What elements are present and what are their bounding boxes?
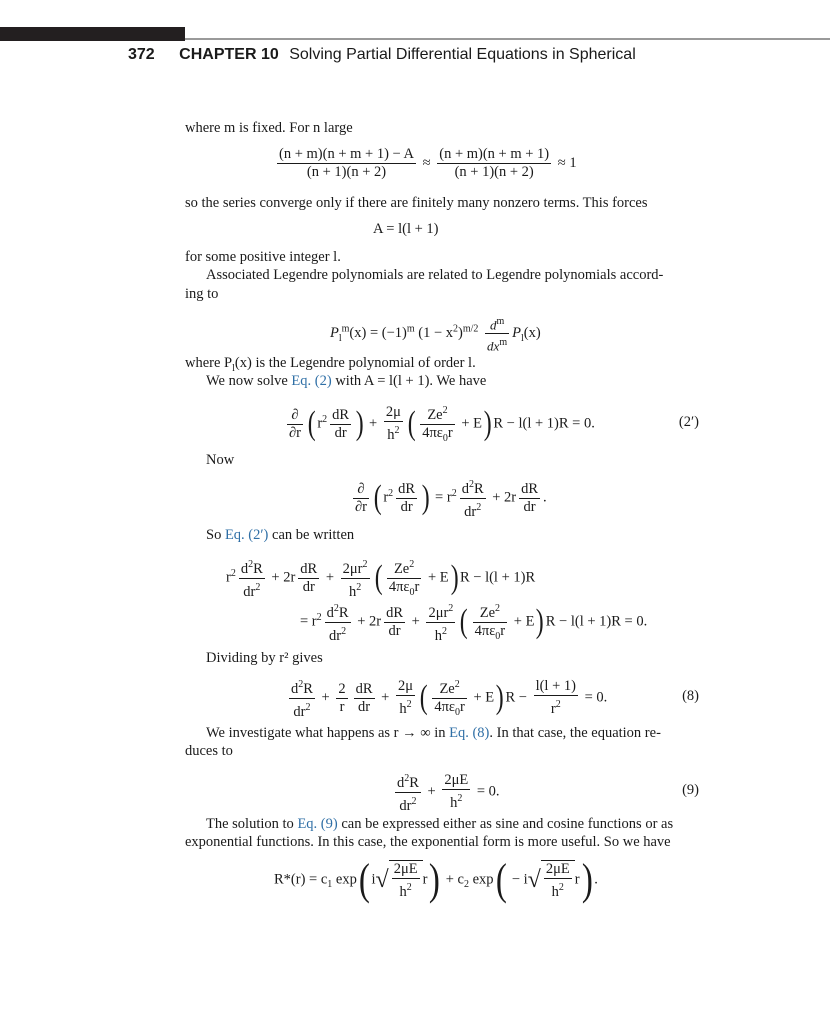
text: We investigate what happens as r → ∞ in	[206, 725, 450, 741]
equation-2-prime: $\frac{\partial}{\partial r}$ ( $r^2$ $\frac{dR}{dr}$ ) + $\frac{2\mu}{h^2}$ ( $\frac{Ze^2}{4\pi\varepsilon_0r}$ + E) R − l(l + 1)R = 0.	[284, 402, 595, 447]
equation-solution: $R*(r) = c_1$ exp( i√ $\frac{2\mu E}{h^2}$ $r) + c_2$ exp( − i√ $\frac{2\mu E}{h^2}$ r) .	[274, 855, 598, 904]
equation-associated-legendre	[330, 313, 541, 355]
sup-m: m	[496, 316, 505, 327]
running-head	[128, 46, 636, 64]
equation-link[interactable]: Eq. (9)	[297, 816, 338, 832]
sup-m: m	[499, 337, 508, 349]
sup-m: m	[341, 323, 350, 335]
equation-number: (9)	[682, 782, 699, 798]
equation-expanded-line2: = $r^2$ $\frac{d^2R}{dr^2}$ + 2r $\frac{dR}{dr}$ + $\frac{2\mu r^2}{h^2}$ ( $\frac{Ze^2}{4\pi\varepsilon_0r}$ + E) R − l(l + 1)R = 0.	[300, 600, 647, 645]
legendre-arg: (x) = (−1)	[349, 325, 407, 342]
exponent-m-over-2: m/2	[462, 323, 479, 335]
text: where P	[185, 355, 233, 371]
ratio-mid-numerator: (n + m)(n + m + 1)	[439, 146, 550, 162]
sup-2: 2	[453, 323, 459, 335]
ratio-lhs-denominator: (n + 1)(n + 2)	[306, 164, 387, 180]
dx-den: dx	[487, 338, 500, 354]
equation-expanded-line1: $r^2$ $\frac{d^2R}{dr^2}$ + 2r $\frac{dR}{dr}$ + $\frac{2\mu r^2}{h^2}$ ( $\frac{Ze^2}{4\pi\varepsilon_0r}$ + E) R − l(l + 1)R	[226, 556, 535, 601]
close-paren: )	[458, 325, 463, 342]
ratio-rhs: ≈ 1	[557, 154, 577, 171]
equation-link[interactable]: Eq. (2′)	[224, 527, 269, 543]
paragraph: where m is fixed. For n large	[185, 120, 353, 136]
equation-A: A = l(l + 1)	[373, 221, 439, 237]
legendre-P-tail: P	[512, 325, 521, 342]
text: (x) is the Legendre polynomial of order l.	[234, 355, 476, 371]
tail-arg: (x)	[523, 325, 541, 342]
sub-l: l	[520, 333, 524, 345]
paragraph: duces to	[185, 743, 233, 759]
paragraph	[206, 724, 661, 742]
equation-9: $\frac{d^2R}{dr^2}$ + $\frac{2\mu E}{h^2}$ = 0.	[392, 770, 500, 815]
equation-number: (2′)	[678, 414, 699, 430]
equation-link[interactable]: Eq. (2)	[291, 373, 332, 389]
sub-l: l	[232, 362, 235, 374]
sub-l: l	[338, 333, 342, 345]
paragraph: for some positive integer l.	[185, 249, 341, 265]
text: The solution to	[206, 816, 298, 832]
legendre-factor: (1 − x	[418, 325, 454, 342]
text: can be written	[268, 527, 355, 543]
equation-derivative-identity: $\frac{\partial}{\partial r}$ ( $r^2$ $\frac{dR}{dr}$ ) = $r^2$ $\frac{d^2R}{dr^2}$ + 2r $\frac{dR}{dr}$ .	[350, 476, 547, 521]
paragraph: Associated Legendre polynomials are related to Legendre polynomials accord-	[206, 267, 664, 283]
text: with A = l(l + 1). We have	[331, 373, 487, 389]
paragraph	[206, 372, 486, 390]
ratio-mid-denominator: (n + 1)(n + 2)	[454, 164, 534, 180]
text: can be expressed either as sine and cosine functions or as	[337, 816, 674, 832]
header-rule	[185, 38, 830, 40]
header-bar-dark	[0, 27, 185, 41]
text: So	[206, 527, 225, 543]
equation-8: $\frac{d^2R}{dr^2}$ + $\frac{2}{r}$ $\frac{dR}{dr}$ + $\frac{2\mu}{h^2}$ ( $\frac{Ze^2}{4\pi\varepsilon_0r}$ + E) R − $\frac{l(l + 1)}{r^2}$ = 0.	[286, 676, 607, 721]
paragraph: so the series converge only if there are finitely many nonzero terms. This forces	[185, 195, 648, 211]
paragraph: Now	[206, 452, 235, 468]
approx-sign: ≈	[422, 154, 431, 171]
d-num: d	[489, 317, 497, 333]
chapter-label: CHAPTER 10	[179, 46, 279, 63]
equation-number: (8)	[682, 688, 699, 704]
paragraph: ing to	[185, 286, 219, 302]
equation-ratio	[274, 146, 577, 181]
equation-link[interactable]: Eq. (8)	[449, 725, 490, 741]
paragraph: exponential functions. In this case, the exponential form is more useful. So we have	[185, 834, 671, 850]
sup-m: m	[406, 323, 415, 335]
text: We now solve	[206, 373, 292, 389]
paragraph	[206, 815, 673, 833]
ratio-lhs-numerator: (n + m)(n + m + 1) − A	[279, 146, 415, 162]
legendre-P: P	[330, 325, 339, 342]
chapter-title: Solving Partial Differential Equations in Spherical	[289, 46, 636, 63]
page-number: 372	[128, 46, 155, 63]
text: . In that case, the equation re-	[489, 725, 661, 741]
paragraph	[206, 526, 354, 544]
paragraph: Dividing by r² gives	[206, 650, 323, 666]
